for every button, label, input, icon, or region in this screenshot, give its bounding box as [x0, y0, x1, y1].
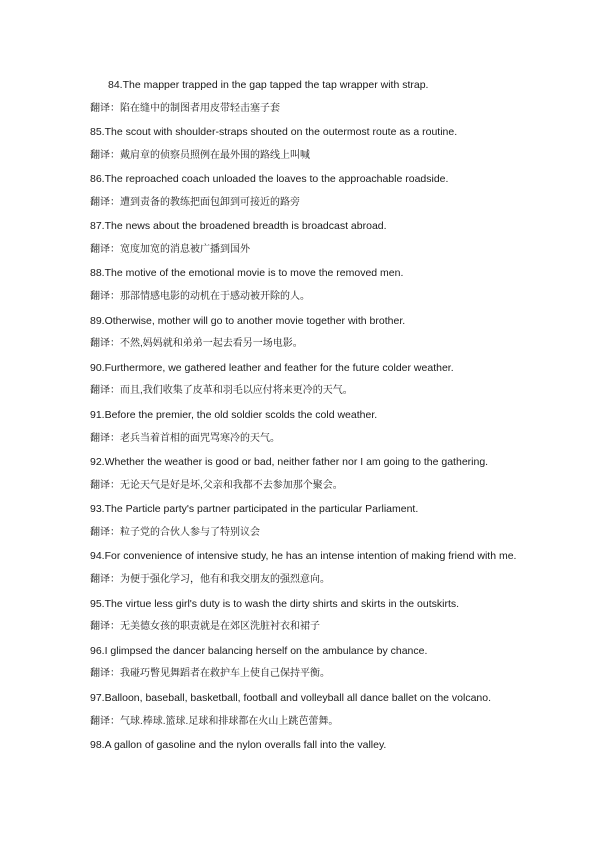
sentence-90-translation: 翻译：而且,我们收集了皮革和羽毛以应付将来更冷的天气。 — [90, 385, 353, 396]
sentence-93-translation: 翻译：粒子党的合伙人参与了特别议会 — [90, 527, 260, 538]
sentence-98-en: 98.A gallon of gasoline and the nylon overalls fall into the valley. — [90, 739, 387, 751]
sentence-97-translation: 翻译：气球.棒球.篮球.足球和排球都在火山上跳芭蕾舞。 — [90, 716, 339, 727]
sentence-95-en: 95.The virtue less girl's duty is to wash the dirty shirts and skirts in the outskirts. — [90, 598, 460, 610]
sentence-87-translation: 翻译：宽度加宽的消息被广播到国外 — [90, 244, 250, 255]
sentence-90-en: 90.Furthermore, we gathered leather and feather for the future colder weather. — [90, 362, 454, 374]
sentence-84-translation: 翻译：陷在缝中的制图者用皮带轻击塞子套 — [90, 103, 280, 114]
sentence-92-en: 92.Whether the weather is good or bad, neither father nor I am going to the gathering. — [90, 456, 489, 468]
sentence-88-translation: 翻译：那部情感电影的动机在于感动被开除的人。 — [90, 291, 310, 302]
sentence-92-translation: 翻译：无论天气是好是坏,父亲和我都不去参加那个聚会。 — [90, 480, 343, 491]
sentence-95-translation: 翻译：无美德女孩的职责就是在郊区洗脏衬衣和裙子 — [90, 621, 320, 632]
sentence-91-translation: 翻译：老兵当着首相的面咒骂寒冷的天气。 — [90, 433, 280, 444]
sentence-86-en: 86.The reproached coach unloaded the loaves to the approachable roadside. — [90, 173, 449, 185]
sentence-89-en: 89.Otherwise, mother will go to another movie together with brother. — [90, 315, 406, 327]
sentence-89-translation: 翻译：不然,妈妈就和弟弟一起去看另一场电影。 — [90, 338, 303, 349]
sentence-93-en: 93.The Particle party's partner participated in the particular Parliament. — [90, 503, 419, 515]
sentence-84-en: 84.The mapper trapped in the gap tapped the tap wrapper with strap. — [108, 79, 429, 91]
sentence-85-translation: 翻译：戴肩章的侦察员照例在最外围的路线上叫喊 — [90, 150, 310, 161]
sentence-94-en: 94.For convenience of intensive study, he has an intense intention of making friend with me. — [90, 550, 517, 562]
sentence-96-en: 96.I glimpsed the dancer balancing herself on the ambulance by chance. — [90, 645, 428, 657]
sentence-96-translation: 翻译：我碰巧瞥见舞蹈者在救护车上使自己保持平衡。 — [90, 668, 330, 679]
sentence-86-translation: 翻译：遭到责备的教练把面包卸到可接近的路旁 — [90, 197, 300, 208]
sentence-91-en: 91.Before the premier, the old soldier scolds the cold weather. — [90, 409, 378, 421]
sentence-97-en: 97.Balloon, baseball, basketball, football and volleyball all dance ballet on the volcano. — [90, 692, 492, 704]
sentence-85-en: 85.The scout with shoulder-straps shouted on the outermost route as a routine. — [90, 126, 458, 138]
sentence-94-translation: 翻译：为便于强化学习，他有和我交朋友的强烈意向。 — [90, 574, 330, 585]
sentence-88-en: 88.The motive of the emotional movie is to move the removed men. — [90, 267, 404, 279]
sentence-87-en: 87.The news about the broadened breadth is broadcast abroad. — [90, 220, 387, 232]
